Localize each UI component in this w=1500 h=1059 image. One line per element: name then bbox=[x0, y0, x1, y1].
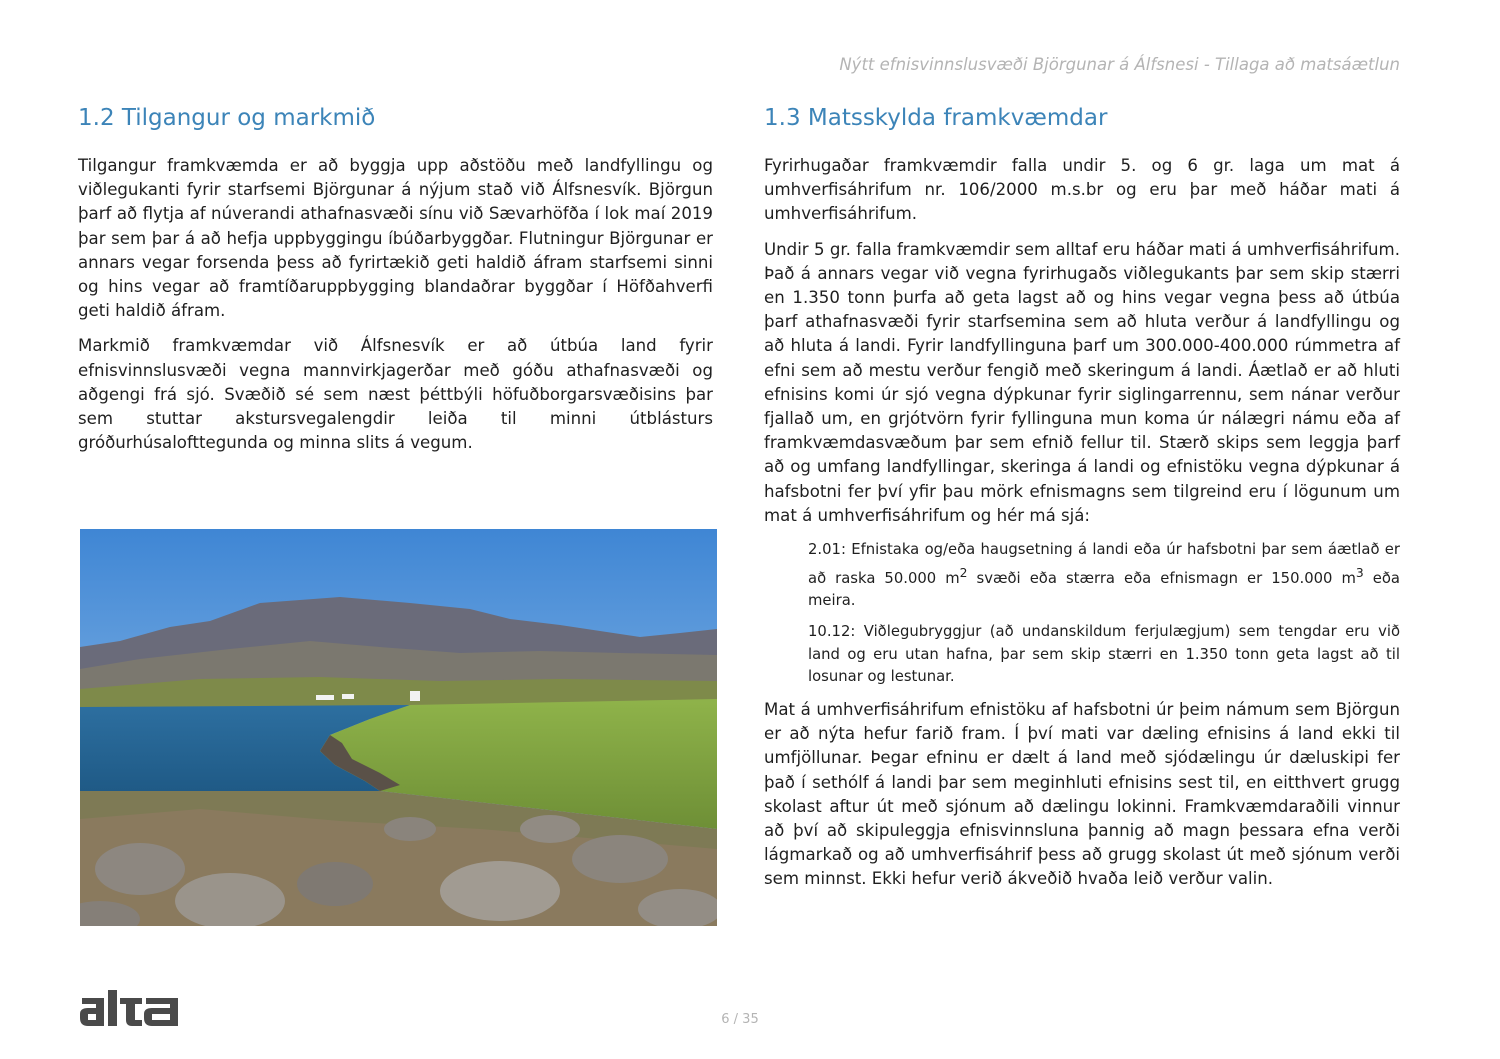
paragraph: Markmið framkvæmdar við Álfsnesvík er að útbúa land fyrir efnisvinnslusvæði vegna mannvirkjagerðar með góðu athafnasvæði og aðgengi frá sjó. Svæðið sé sem næst þéttbýli höfuðborgarsvæðisins þar sem stuttar akstursvegalengdir leiða til minni útblásturs gróðurhúsalofttegunda og minna slits á vegum. bbox=[78, 336, 713, 453]
alta-logo bbox=[80, 990, 180, 1028]
page-number: 6 / 35 bbox=[721, 1012, 759, 1027]
paragraph: Tilgangur framkvæmda er að byggja upp aðstöðu með landfyllingu og viðlegukanti fyrir starfsemi Björgunar á nýjum stað við Álfsnesvík. Björgun þarf að flytja af núverandi athafnasvæði sínu við Sævarhöfða í lok maí 2019 þar sem þar á að hefja uppbyggingu íbúðarbyggðar. Flutningur Björgunar er annars vegar forsenda þess að fyrirtækið geti haldið áfram starfsemi sinni og hins vegar að framtíðaruppbygging blandaðrar byggðar í Höfðahverfi geti haldið áfram. bbox=[78, 156, 713, 321]
paragraph: Mat á umhverfisáhrifum efnistöku af hafsbotni úr þeim námum sem Björgun er að nýta hefur farið fram. Í því mati var dæling efnisins á land ekki til umfjöllunar. Þegar efninu er dælt á land með sjódælingu úr dæluskipi fer það í sethólf á landi þar sem meginhluti efnisins sest til, en eitthvert grugg skolast aftur út með sjónum að dælingu lokinni. Framkvæmdaraðili vinnur að því að skipuleggja efnisvinnsluna þannig að magn þessara efna verði lágmarkað og að umhverfisáhrif þess að grugg skolast út með sjónum verði sem minnst. Ekki hefur verið ákveðið hvaða leið verður valin. bbox=[764, 699, 1400, 889]
running-header: Nýtt efnisvinnslusvæði Björgunar á Álfsnesi - Tillaga að matsáætlun bbox=[839, 55, 1400, 74]
section-heading-purpose: 1.2 Tilgangur og markmið bbox=[78, 105, 376, 131]
legal-item-2-01 bbox=[808, 539, 1400, 612]
item-text: eða meira. bbox=[808, 569, 1401, 609]
paragraph: Fyrirhugaðar framkvæmdir falla undir 5. og 6 gr. laga um mat á umhverfisáhrifum nr. 106/2000 m.s.br og eru þar með háðar mati á umhverfisáhrifum. bbox=[764, 156, 1400, 224]
legal-item-10-12: 10.12: Viðlegubryggjur (að undanskildum ferjulægjum) sem tengdar eru við land og eru utan hafna, þar sem skip stærri en 1.350 tonn geta lagst að til losunar og lestunar. bbox=[808, 623, 1400, 686]
right-column bbox=[764, 100, 1400, 903]
item-text: svæði eða stærra eða efnismagn er 150.000 m bbox=[967, 569, 1356, 587]
paragraph: Undir 5 gr. falla framkvæmdir sem alltaf eru háðar mati á umhverfisáhrifum. Það á annars vegar við vegna fyrirhugaðs viðlegukants þar sem skip stærri en 1.350 tonn þurfa að geta lagst að og hins vegar vegna þess að útbúa þarf athafnasvæði fyrir starfsemina sem að hluta verður á landfyllingu og að hluta á landi. Fyrir landfyllinguna þarf um 300.000-400.000 rúmmetra af efni sem að mestu verður fengið með skeringum á landi. Áætlað er að hluti efnisins komi úr sjó vegna dýpkunar fyrir siglingarrennu, sem nánar verður fjallað um, en grjótvörn fyrir fyllinguna mun koma úr nálægri námu eða af framkvæmdasvæðum þar sem efnið fellur til. Stærð skips sem leggja þarf að og umfang landfyllingar, skeringa á landi og efnistöku vegna dýpkunar á hafsbotni fer því yfir þau mörk efnismagns sem tilgreind eru í lögunum um mat á umhverfisáhrifum og hér má sjá: bbox=[764, 239, 1400, 525]
item-text: 2.01: Efnistaka og/eða haugsetning á landi eða úr hafsbotni þar sem áætlað er að raska 50.000 m bbox=[808, 541, 1400, 587]
superscript: 2 bbox=[959, 565, 968, 580]
left-column bbox=[78, 100, 713, 466]
landscape-photo bbox=[80, 529, 717, 926]
section-heading-assessment: 1.3 Matsskylda framkvæmdar bbox=[764, 105, 1108, 131]
superscript: 3 bbox=[1355, 565, 1364, 580]
